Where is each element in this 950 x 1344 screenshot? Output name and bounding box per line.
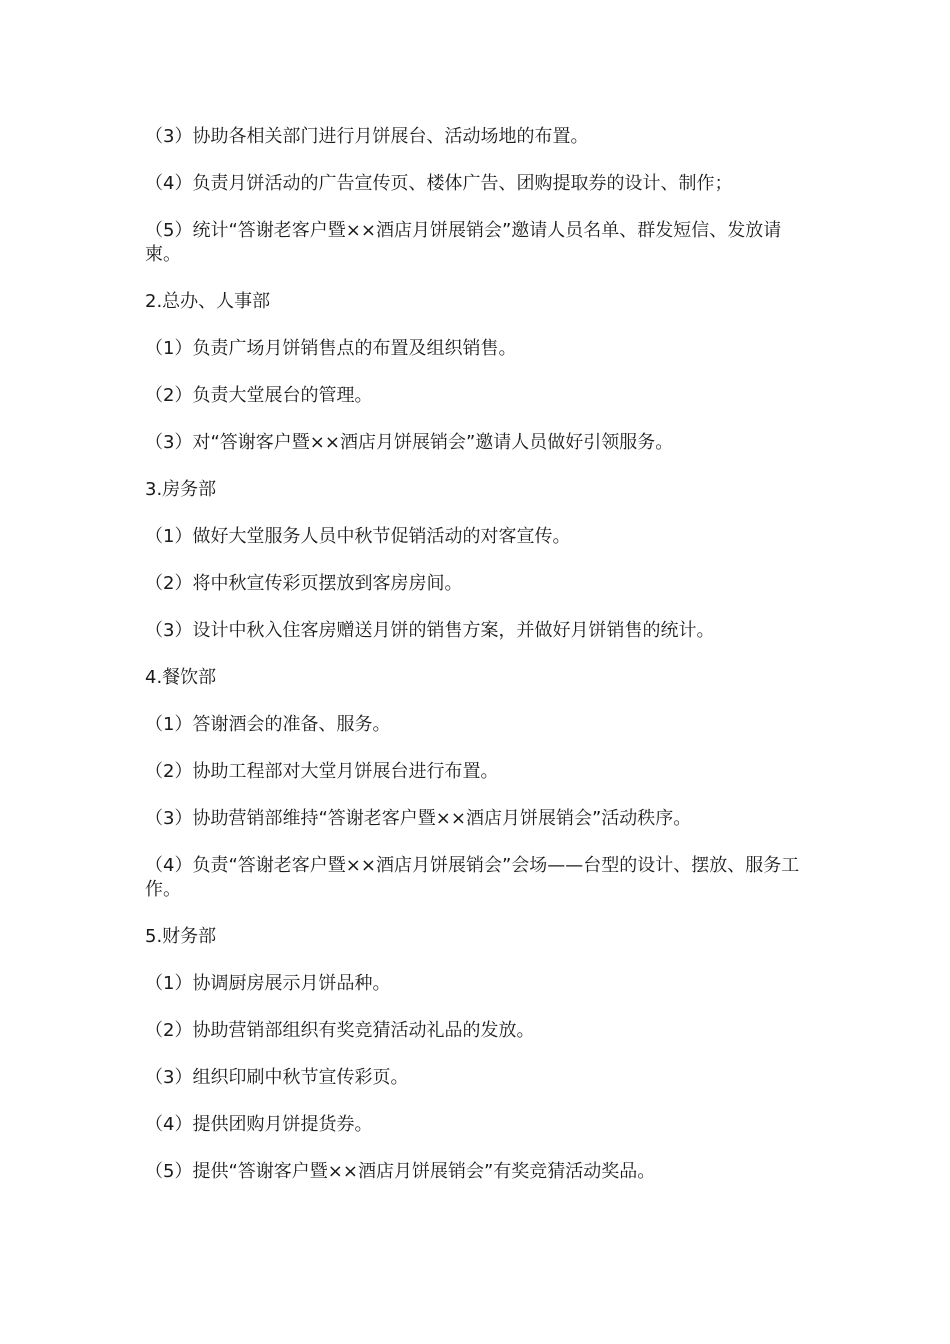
paragraph: （4）负责“答谢老客户暨××酒店月饼展销会”会场——台型的设计、摆放、服务工作。 bbox=[145, 855, 800, 900]
paragraph: （1）做好大堂服务人员中秋节促销活动的对客宣传。 bbox=[145, 526, 571, 547]
paragraph: （4）提供团购月饼提货券。 bbox=[145, 1114, 373, 1135]
paragraph: （5）提供“答谢客户暨××酒店月饼展销会”有奖竞猜活动奖品。 bbox=[145, 1161, 656, 1182]
paragraph: （5）统计“答谢老客户暨××酒店月饼展销会”邀请人员名单、群发短信、发放请柬。 bbox=[145, 220, 782, 265]
paragraph: （3）协助营销部维持“答谢老客户暨××酒店月饼展销会”活动秩序。 bbox=[145, 808, 692, 829]
document-body bbox=[145, 125, 810, 1207]
paragraph: （2）负责大堂展台的管理。 bbox=[145, 385, 373, 406]
paragraph: （3）组织印刷中秋节宣传彩页。 bbox=[145, 1067, 409, 1088]
paragraph: （2）协助营销部组织有奖竞猜活动礼品的发放。 bbox=[145, 1020, 535, 1041]
section-heading: 3.房务部 bbox=[145, 479, 217, 500]
section-heading: 2.总办、人事部 bbox=[145, 291, 271, 312]
paragraph: （2）协助工程部对大堂月饼展台进行布置。 bbox=[145, 761, 499, 782]
section-heading: 4.餐饮部 bbox=[145, 667, 217, 688]
paragraph: （1）负责广场月饼销售点的布置及组织销售。 bbox=[145, 338, 517, 359]
paragraph: （3）设计中秋入住客房赠送月饼的销售方案，并做好月饼销售的统计。 bbox=[145, 620, 715, 641]
paragraph: （4）负责月饼活动的广告宣传页、楼体广告、团购提取券的设计、制作； bbox=[145, 173, 733, 194]
paragraph: （3）协助各相关部门进行月饼展台、活动场地的布置。 bbox=[145, 126, 589, 147]
section-heading: 5.财务部 bbox=[145, 926, 217, 947]
paragraph: （1）协调厨房展示月饼品种。 bbox=[145, 973, 391, 994]
paragraph: （3）对“答谢客户暨××酒店月饼展销会”邀请人员做好引领服务。 bbox=[145, 432, 674, 453]
paragraph: （1）答谢酒会的准备、服务。 bbox=[145, 714, 391, 735]
paragraph: （2）将中秋宣传彩页摆放到客房房间。 bbox=[145, 573, 463, 594]
